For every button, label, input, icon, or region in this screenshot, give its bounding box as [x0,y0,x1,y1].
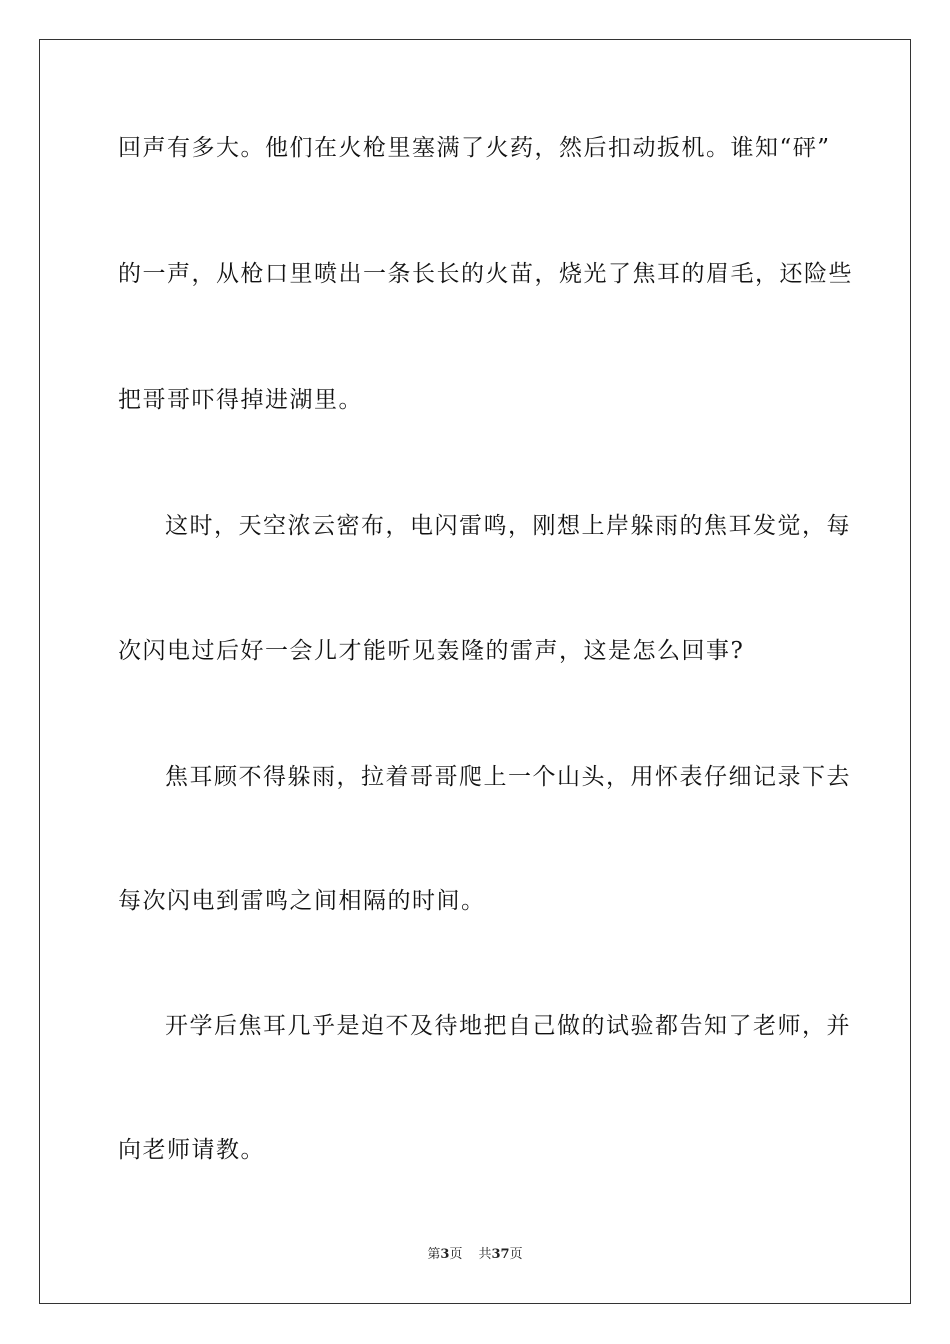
body-text-line: 每次闪电到雷鸣之间相隔的时间。 [118,888,486,914]
page-border [39,39,911,1304]
paragraph-start-line: 焦耳顾不得躲雨，拉着哥哥爬上一个山头，用怀表仔细记录下去 [165,764,851,790]
body-text-line: 的一声，从枪口里喷出一条长长的火苗，烧光了焦耳的眉毛，还险些 [118,261,853,287]
total-prefix: 共 [478,1247,492,1262]
total-pages: 37 [491,1247,510,1262]
body-text-line: 向老师请教。 [118,1137,265,1163]
body-text-line: 把哥哥吓得掉进湖里。 [118,387,363,413]
body-text-line: 回声有多大。他们在火枪里塞满了火药，然后扣动扳机。谁知“砰” [118,135,831,161]
paragraph-start-line: 开学后焦耳几乎是迫不及待地把自己做的试验都告知了老师，并 [165,1013,851,1039]
total-suffix: 页 [509,1247,523,1262]
page-prefix: 第 [427,1247,441,1262]
paragraph-start-line: 这时，天空浓云密布，电闪雷鸣，刚想上岸躲雨的焦耳发觉，每 [165,513,851,539]
page-suffix: 页 [449,1247,463,1262]
page-footer [0,1246,950,1264]
page-number: 3 [440,1247,450,1262]
body-text-line: 次闪电过后好一会儿才能听见轰隆的雷声，这是怎么回事? [118,638,745,664]
